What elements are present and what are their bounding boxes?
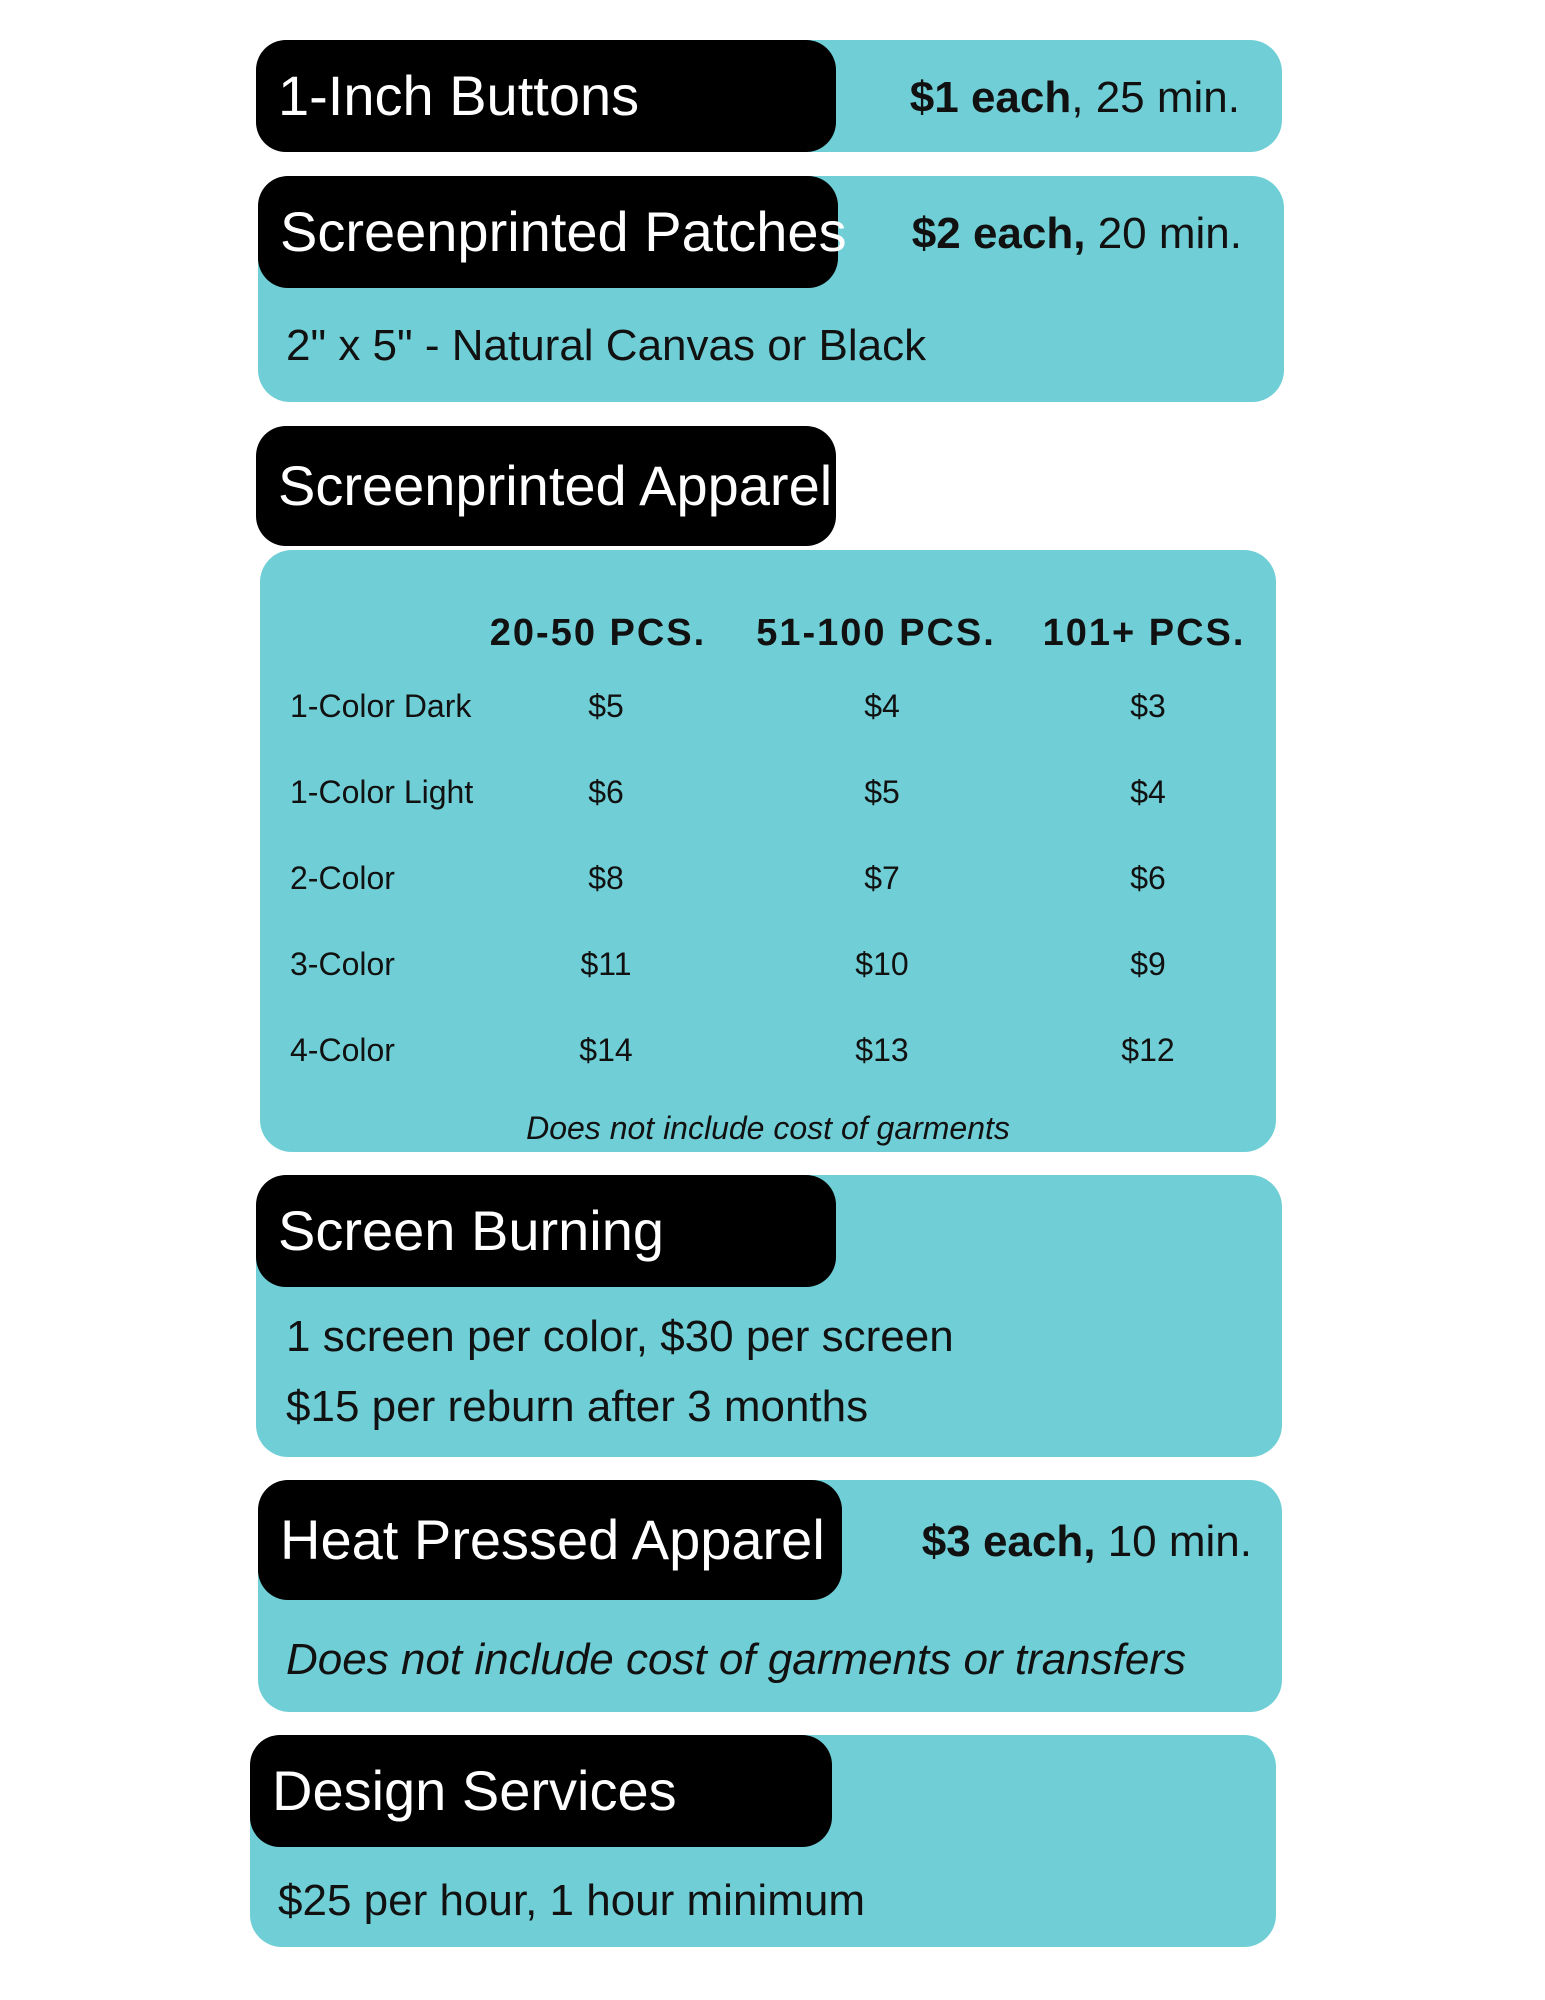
row-label: 4-Color	[290, 1032, 395, 1068]
row-label: 2-Color	[290, 860, 395, 896]
apparel-title: Screenprinted Apparel	[256, 426, 836, 546]
table-cell: $13	[855, 1032, 909, 1068]
table-cell: $4	[1130, 774, 1166, 810]
screen-burning-card	[256, 1175, 1282, 1457]
screen-burning-title: Screen Burning	[256, 1175, 836, 1287]
col-header-101-plus: 101+ PCS.	[1042, 612, 1246, 654]
table-cell: $3	[1130, 688, 1166, 724]
row-label: 3-Color	[290, 946, 395, 982]
design-card	[250, 1735, 1276, 1947]
table-cell: $9	[1130, 946, 1166, 982]
patches-price: $2 each, 20 min.	[911, 209, 1242, 258]
heat-press-price: $3 each, 10 min.	[921, 1517, 1252, 1566]
table-cell: $8	[588, 860, 624, 896]
table-cell: $5	[588, 688, 624, 724]
patches-card	[258, 176, 1284, 402]
apparel-note: Does not include cost of garments	[526, 1110, 1010, 1146]
table-cell: $14	[579, 1032, 633, 1068]
patches-title: Screenprinted Patches	[258, 176, 838, 288]
heat-press-note: Does not include cost of garments or transfers	[286, 1635, 1186, 1684]
table-cell: $6	[1130, 860, 1166, 896]
table-cell: $4	[864, 688, 900, 724]
screen-burning-line1: 1 screen per color, $30 per screen	[286, 1312, 954, 1361]
table-cell: $7	[864, 860, 900, 896]
table-cell: $12	[1121, 1032, 1175, 1068]
heat-press-card	[258, 1480, 1282, 1712]
buttons-card	[256, 40, 1282, 152]
table-cell: $5	[864, 774, 900, 810]
col-header-51-100: 51-100 PCS.	[756, 612, 996, 654]
heat-press-title: Heat Pressed Apparel	[258, 1480, 842, 1600]
apparel-table-card	[260, 550, 1276, 1152]
screen-burning-line2: $15 per reburn after 3 months	[286, 1382, 869, 1431]
design-detail: $25 per hour, 1 hour minimum	[278, 1876, 865, 1925]
row-label: 1-Color Dark	[290, 688, 472, 724]
row-label: 1-Color Light	[290, 774, 474, 810]
patches-detail: 2" x 5" - Natural Canvas or Black	[286, 321, 927, 370]
col-header-20-50: 20-50 PCS.	[489, 612, 707, 654]
table-cell: $10	[855, 946, 909, 982]
buttons-title: 1-Inch Buttons	[256, 40, 836, 152]
buttons-price: $1 each, 25 min.	[909, 73, 1240, 122]
design-title: Design Services	[250, 1735, 832, 1847]
table-cell: $6	[588, 774, 624, 810]
table-cell: $11	[580, 946, 632, 982]
